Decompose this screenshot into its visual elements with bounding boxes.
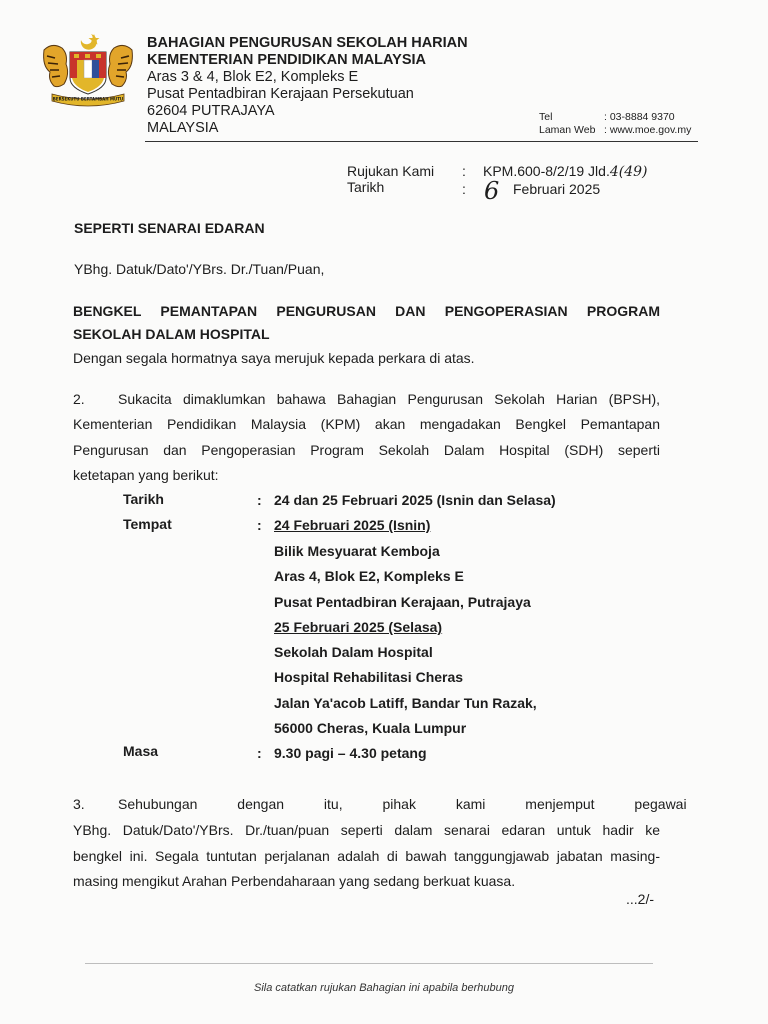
tel-value: : 03-8884 9370 bbox=[604, 111, 675, 123]
division-name: BAHAGIAN PENGURUSAN SEKOLAH HARIAN bbox=[147, 35, 468, 51]
venue-day2-line-1: Sekolah Dalam Hospital bbox=[274, 644, 433, 660]
para3-line-2: YBhg. Datuk/Dato'/YBrs. Dr./tuan/puan seperti dalam senarai edaran untuk hadir ke bbox=[73, 822, 660, 838]
tel-label: Tel bbox=[539, 111, 553, 123]
schedule-time-value: 9.30 pagi – 4.30 petang bbox=[274, 745, 427, 761]
schedule-time-sep: : bbox=[257, 745, 262, 761]
schedule-date-sep: : bbox=[257, 492, 262, 508]
web-label: Laman Web bbox=[539, 124, 596, 136]
address-line-3: 62604 PUTRAJAYA bbox=[147, 103, 275, 119]
venue-day2-line-2: Hospital Rehabilitasi Cheras bbox=[274, 669, 464, 685]
intro-paragraph: Dengan segala hormatnya saya merujuk kepada perkara di atas. bbox=[73, 350, 475, 366]
venue-day2-line-4: 56000 Cheras, Kuala Lumpur bbox=[274, 720, 467, 736]
venue-day2-heading: 25 Februari 2025 (Selasa) bbox=[274, 619, 443, 635]
venue-day1-heading: 24 Februari 2025 (Isnin) bbox=[274, 517, 431, 533]
date-value: Februari 2025 bbox=[513, 181, 601, 197]
para3-line-1: Sehubungan dengan itu, pihak kami menjemput pegawai bbox=[118, 796, 687, 812]
ref-number: KPM.600-8/2/19 Jld. bbox=[483, 163, 610, 179]
venue-day1-line-2: Aras 4, Blok E2, Kompleks E bbox=[274, 568, 464, 584]
para2-line-2: Kementerian Pendidikan Malaysia (KPM) akan mengadakan Bengkel Pemantapan bbox=[73, 416, 660, 432]
para3-number: 3. bbox=[73, 796, 85, 812]
date-separator: : bbox=[462, 181, 466, 197]
page-continuation: ...2/- bbox=[626, 891, 655, 907]
subject-line-2: SEKOLAH DALAM HOSPITAL bbox=[73, 326, 270, 342]
ref-handwritten: 4(49) bbox=[609, 164, 648, 180]
crest-motto: BERSEKUTU BERTAMBAH MUTU bbox=[52, 96, 124, 102]
date-label: Tarikh bbox=[347, 179, 385, 195]
para2-line-3: Pengurusan dan Pengoperasian Program Sekolah Dalam Hospital (SDH) seperti bbox=[73, 442, 660, 458]
ref-separator: : bbox=[462, 163, 466, 179]
para3-line-3: bengkel ini. Segala tuntutan perjalanan adalah di bawah tanggungjawab jabatan masing- bbox=[73, 848, 660, 864]
schedule-venue-sep: : bbox=[257, 517, 262, 533]
ref-value bbox=[483, 163, 648, 180]
web-value: : www.moe.gov.my bbox=[604, 124, 692, 136]
footer-divider bbox=[85, 963, 653, 964]
address-line-4: MALAYSIA bbox=[147, 120, 219, 136]
date-day-handwritten: 6 bbox=[484, 177, 500, 205]
schedule-venue-label: Tempat bbox=[123, 516, 172, 532]
address-line-2: Pusat Pentadbiran Kerajaan Persekutuan bbox=[147, 86, 414, 102]
para2-line-1: Sukacita dimaklumkan bahawa Bahagian Pengurusan Sekolah Harian (BPSH), bbox=[118, 391, 660, 407]
schedule-time-label: Masa bbox=[123, 743, 159, 759]
para2-line-4: ketetapan yang berikut: bbox=[73, 467, 219, 483]
header-divider bbox=[145, 141, 698, 142]
subject-line-1: BENGKEL PEMANTAPAN PENGURUSAN DAN PENGOPERASIAN PROGRAM bbox=[73, 303, 660, 319]
recipient: SEPERTI SENARAI EDARAN bbox=[74, 220, 265, 236]
schedule-date-label: Tarikh bbox=[123, 491, 164, 507]
schedule-date-value: 24 dan 25 Februari 2025 (Isnin dan Selasa) bbox=[274, 492, 556, 508]
venue-day1-line-3: Pusat Pentadbiran Kerajaan, Putrajaya bbox=[274, 594, 531, 610]
para3-line-4: masing mengikut Arahan Perbendaharaan yang sedang berkuat kuasa. bbox=[73, 873, 516, 889]
footer-note: Sila catatkan rujukan Bahagian ini apabila berhubung bbox=[254, 982, 514, 994]
ref-label: Rujukan Kami bbox=[347, 163, 435, 179]
salutation: YBhg. Datuk/Dato'/YBrs. Dr./Tuan/Puan, bbox=[74, 261, 325, 277]
venue-day1-line-1: Bilik Mesyuarat Kemboja bbox=[274, 543, 440, 559]
malaysia-coat-of-arms-icon bbox=[38, 30, 138, 108]
venue-day2-line-3: Jalan Ya'acob Latiff, Bandar Tun Razak, bbox=[274, 695, 537, 711]
address-line-1: Aras 3 & 4, Blok E2, Kompleks E bbox=[147, 69, 359, 85]
para2-number: 2. bbox=[73, 391, 85, 407]
ministry-name: KEMENTERIAN PENDIDIKAN MALAYSIA bbox=[147, 52, 427, 68]
